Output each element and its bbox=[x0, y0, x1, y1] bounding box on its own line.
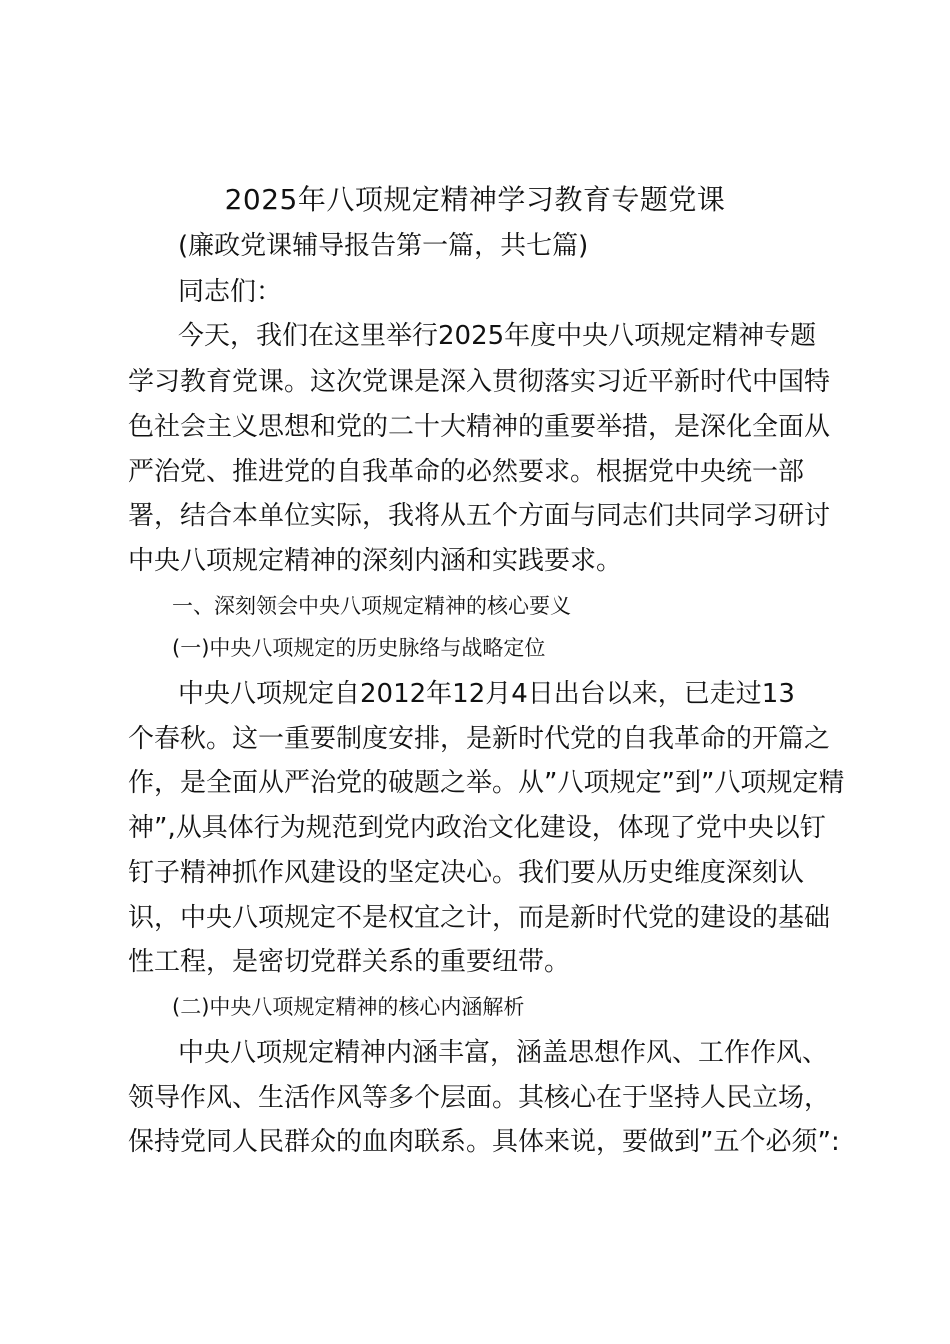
paragraph-line: 神”,从具体行为规范到党内政治文化建设，体现了党中央以钉 bbox=[128, 813, 826, 843]
paragraph-line: 识，中央八项规定不是权宜之计，而是新时代党的建设的基础 bbox=[128, 903, 831, 933]
document-subtitle: (廉政党课辅导报告第一篇，共七篇) bbox=[178, 231, 589, 261]
paragraph-line: 领导作风、生活作风等多个层面。其核心在于坚持人民立场， bbox=[128, 1083, 831, 1113]
section-heading: 一、深刻领会中央八项规定精神的核心要义 bbox=[172, 594, 571, 618]
document-title: 2025年八项规定精神学习教育专题党课 bbox=[224, 183, 726, 216]
salutation: 同志们： bbox=[178, 277, 283, 307]
paragraph-line: 中央八项规定精神内涵丰富，涵盖思想作风、工作作风、 bbox=[178, 1038, 829, 1068]
intro-line: 中央八项规定精神的深刻内涵和实践要求。 bbox=[128, 546, 623, 576]
subsection-heading: (二)中央八项规定精神的核心内涵解析 bbox=[172, 995, 525, 1019]
intro-line: 署，结合本单位实际，我将从五个方面与同志们共同学习研讨 bbox=[128, 501, 831, 531]
intro-line: 色社会主义思想和党的二十大精神的重要举措，是深化全面从 bbox=[128, 412, 831, 442]
paragraph-line: 作，是全面从严治党的破题之举。从”八项规定”到”八项规定精 bbox=[128, 768, 845, 798]
intro-line: 学习教育党课。这次党课是深入贯彻落实习近平新时代中国特 bbox=[128, 367, 831, 397]
paragraph-line: 性工程，是密切党群关系的重要纽带。 bbox=[128, 947, 571, 977]
subsection-heading: (一)中央八项规定的历史脉络与战略定位 bbox=[172, 636, 546, 660]
intro-line: 今天，我们在这里举行2025年度中央八项规定精神专题 bbox=[178, 321, 817, 351]
intro-line: 严治党、推进党的自我革命的必然要求。根据党中央统一部 bbox=[128, 457, 805, 487]
paragraph-line: 个春秋。这一重要制度安排，是新时代党的自我革命的开篇之 bbox=[128, 724, 831, 754]
paragraph-line: 中央八项规定自2012年12月4日出台以来，已走过13 bbox=[178, 679, 795, 709]
paragraph-line: 保持党同人民群众的血肉联系。具体来说，要做到”五个必须”: bbox=[128, 1127, 840, 1157]
paragraph-line: 钉子精神抓作风建设的坚定决心。我们要从历史维度深刻认 bbox=[128, 858, 805, 888]
